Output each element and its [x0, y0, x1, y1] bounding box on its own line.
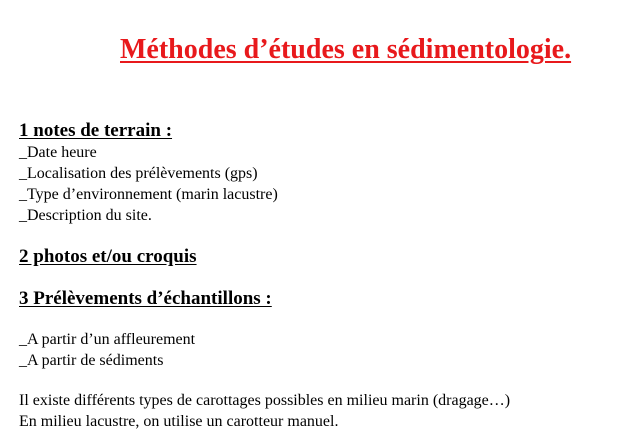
list-item: _Type d’environnement (marin lacustre) — [19, 186, 278, 203]
list-item: _Localisation des prélèvements (gps) — [19, 165, 258, 182]
section-prelevements — [19, 288, 624, 371]
section-heading: 2 photos et/ou croquis — [19, 246, 197, 267]
document-body — [19, 120, 624, 432]
section-heading: 1 notes de terrain : — [19, 120, 173, 141]
spacer — [19, 310, 624, 329]
section-heading: 3 Prélèvements d’échantillons : — [19, 288, 272, 309]
section-notes-de-terrain — [19, 120, 624, 226]
list-item: _Date heure — [19, 144, 97, 161]
spacer — [19, 371, 624, 390]
document-title: Méthodes d’études en sédimentologie. — [120, 34, 572, 65]
paragraph-line: Il existe différents types de carottages possibles en milieu marin (dragage…) — [19, 392, 511, 409]
list-item: _A partir de sédiments — [19, 352, 164, 369]
section-photos — [19, 246, 624, 268]
paragraph-line: En milieu lacustre, on utilise un carotteur manuel. — [19, 413, 339, 430]
list-item: _A partir d’un affleurement — [19, 331, 196, 348]
spacer — [19, 226, 624, 246]
spacer — [19, 268, 624, 288]
list-item: _Description du site. — [19, 207, 152, 224]
closing-paragraph — [19, 390, 624, 432]
